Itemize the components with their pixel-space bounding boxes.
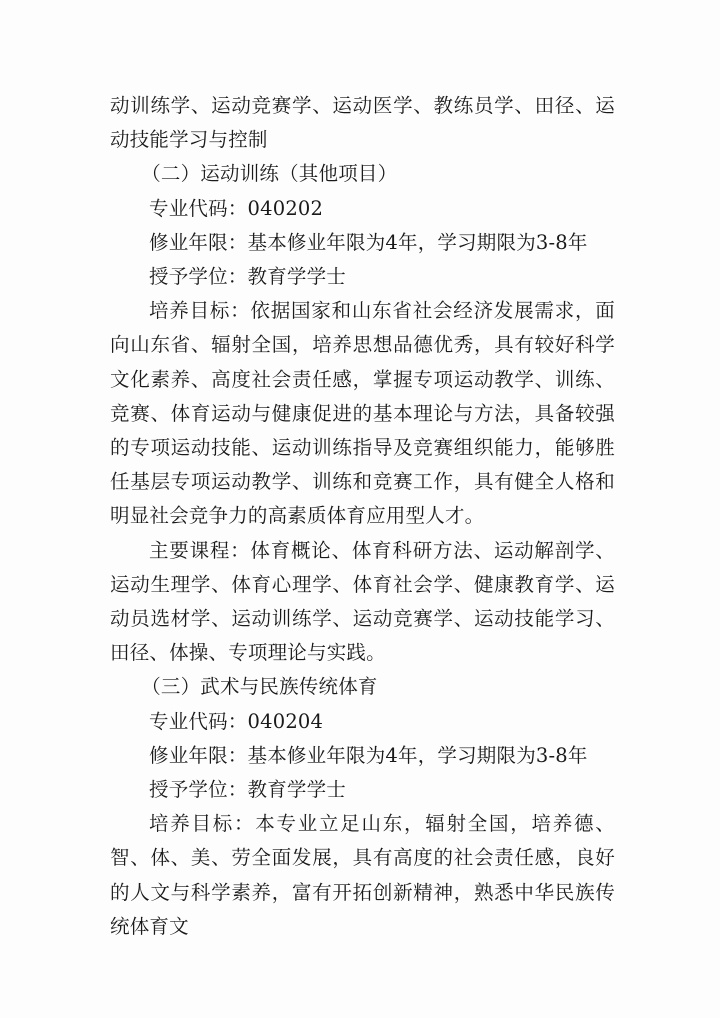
major-code: 专业代码：040202 — [149, 196, 324, 220]
paragraph-continued-courses: 动训练学、运动竞赛学、运动医学、教练员学、田径、运动技能学习与控制 — [110, 94, 615, 152]
training-objective-2: 培养目标：本专业立足山东，辐射全国，培养德、智、体、美、劳全面发展，具有高度的社会责任感，良好的人文与科学素养，富有开拓创新精神，熟悉中华民族传统体育文 — [110, 812, 615, 938]
document-body — [110, 89, 615, 944]
study-duration: 修业年限：基本修业年限为4年，学习期限为3-8年 — [149, 230, 588, 254]
section-heading-sports-training: （二）运动训练（其他项目） — [141, 162, 398, 186]
study-duration-2: 修业年限：基本修业年限为4年，学习期限为3-8年 — [149, 743, 588, 767]
training-objective: 培养目标：依据国家和山东省社会经济发展需求，面向山东省、辐射全国，培养思想品德优秀，具有较好科学文化素养、高度社会责任感，掌握专项运动教学、训练、竞赛、体育运动与健康促进的基本理论与方法，具备较强的专项运动技能、运动训练指导及竞赛组织能力，能够胜任基层专项运动教学、训练和竞赛工作，具有健全人格和明显社会竞争力的高素质体育应用型人才。 — [110, 299, 615, 528]
degree-awarded-2: 授予学位：教育学学士 — [149, 778, 347, 802]
main-courses: 主要课程：体育概论、体育科研方法、运动解剖学、运动生理学、体育心理学、体育社会学、健康教育学、运动员选材学、运动训练学、运动竞赛学、运动技能学习、田径、体操、专项理论与实践。 — [110, 538, 615, 665]
section-heading-martial-arts: （三）武术与民族传统体育 — [141, 675, 378, 699]
degree-awarded: 授予学位：教育学学士 — [149, 265, 347, 289]
major-code-2: 专业代码：040204 — [149, 709, 324, 733]
